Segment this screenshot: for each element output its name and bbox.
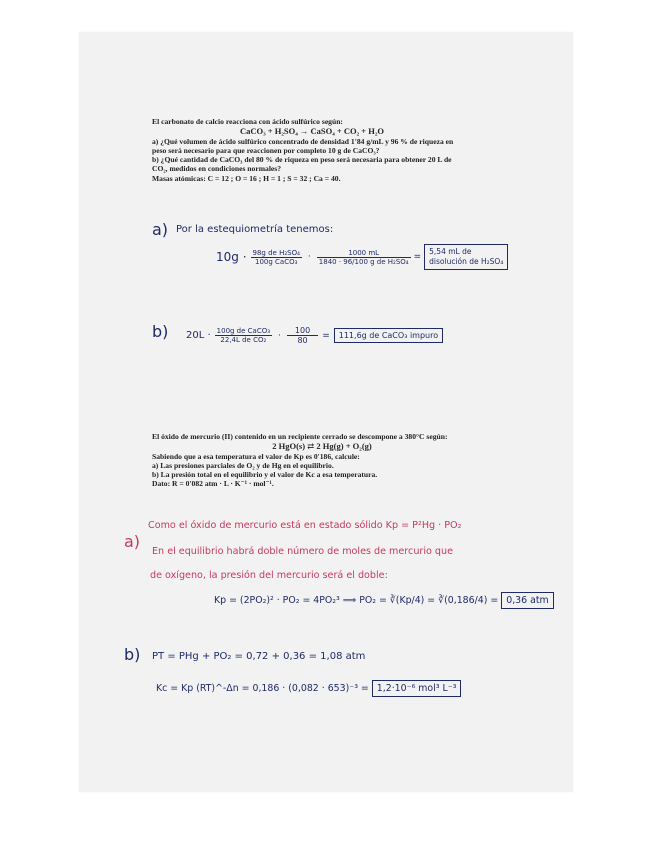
solution-1b-result-box: 111,6g de CaCO₃ impuro <box>334 328 443 343</box>
solution-1a-fraction-1-denominator: 100g CaCO₃ <box>255 257 298 266</box>
problem-2-question-b: b) La presión total en el equilibrio y el valor de Kc a esa temperatura. <box>152 470 378 480</box>
solution-2b-kc-expression: Kc = Kp (RT)^-Δn = 0,186 · (0,082 · 653)⁻³ = <box>156 683 369 694</box>
solution-1b-dot: · <box>278 330 281 341</box>
problem-2-equation: 2 HgO(s) ⇄ 2 Hg(g) + O₂(g) <box>272 441 372 452</box>
solution-1a-fraction-1 <box>251 249 302 266</box>
solution-1b-fraction-2 <box>287 326 318 345</box>
solution-2b-kc-calculation <box>156 680 461 697</box>
solution-1b-calculation <box>186 326 443 345</box>
solution-1a-start: 10g · <box>216 250 247 265</box>
solution-1b-fraction-1-numerator: 100g de CaCO₃ <box>216 327 271 335</box>
solution-2a-result-box: 0,36 atm <box>501 592 553 609</box>
problem-1-question-b-line1: b) ¿Qué cantidad de CaCO₃ del 80 % de riqueza en peso será necesaria para obtener 20 L de <box>152 155 452 165</box>
solution-1b-fraction-2-numerator: 100 <box>287 326 318 336</box>
solution-2b-result-box: 1,2·10⁻⁶ mol³ L⁻³ <box>372 680 462 697</box>
solution-1b-fraction-2-denominator: 80 <box>297 336 308 345</box>
solution-1b-start: 20L · <box>186 330 211 341</box>
problem-2-intro: El óxido de mercurio (II) contenido en un recipiente cerrado se descompone a 380°C según: <box>152 432 448 441</box>
problem-1-atomic-masses: Masas atómicas: C = 12 ; O = 16 ; H = 1 ; S = 32 ; Ca = 40. <box>152 173 341 183</box>
solution-2a-line1: Como el óxido de mercurio está en estado sólido Kp = P²Hg · PO₂ <box>148 520 462 531</box>
problem-1-question-b-line2: CO₂, medidos en condiciones normales? <box>152 164 282 174</box>
solution-2a-line3: de oxígeno, la presión del mercurio será el doble: <box>150 570 388 581</box>
solution-2a-kp-expression: Kp = (2PO₂)² · PO₂ = 4PO₂³ ⟹ PO₂ = ∛(Kp/4) = ∛(0,186/4) = <box>214 595 499 606</box>
solution-1b-fraction-1-denominator: 22,4L de CO₂ <box>220 336 267 344</box>
solution-1a-result-line2: disolución de H₂SO₄ <box>429 257 504 267</box>
solution-1a-fraction-1-numerator: 98g de H₂SO₄ <box>252 248 300 257</box>
problem-1-equation: CaCO₃ + H₂SO₄ → CaSO₄ + CO₂ + H₂O <box>239 126 385 137</box>
solution-1a-calculation <box>216 244 508 270</box>
solution-1b-label: b) <box>152 322 169 341</box>
solution-1a-equals: = <box>413 252 422 263</box>
problem-2-gas-constant: Dato: R = 0'082 atm · L · K⁻¹ · mol⁻¹. <box>152 479 274 489</box>
solution-2a-kp-derivation <box>214 592 554 609</box>
solution-1a-dot: · <box>307 252 311 263</box>
problem-2-question-a: a) Las presiones parciales de O₂ y de Hg en el equilibrio. <box>152 460 334 470</box>
solution-1a-result-line1: 5,54 mL de <box>429 247 472 256</box>
solution-1a-result-box <box>424 244 508 270</box>
solution-1a-fraction-2-numerator: 1000 mL <box>317 249 411 258</box>
solution-1b-equals: = <box>322 330 330 341</box>
problem-1-question-a-line1: a) ¿Qué volumen de ácido sulfúrico concentrado de densidad 1'84 g/mL y 96 % de riqueza en <box>152 136 454 146</box>
problem-1-question-a-line2: peso será necesario para que reaccionen por completo 10 g de CaCO₃? <box>152 145 380 155</box>
solution-2a-line2: En el equilibrio habrá doble número de moles de mercurio que <box>152 546 453 557</box>
solution-2b-label: b) <box>124 645 141 664</box>
solution-2b-total-pressure: PT = PHg + PO₂ = 0,72 + 0,36 = 1,08 atm <box>152 651 366 662</box>
solution-1a-fraction-2-denominator: 1840 · 96/100 g de H₂SO₄ <box>318 257 409 266</box>
solution-1a-intro: Por la estequiometría tenemos: <box>176 224 334 235</box>
solution-1b-fraction-1 <box>215 327 272 344</box>
problem-1-statement <box>152 117 502 183</box>
solution-1a-label: a) <box>152 220 169 239</box>
solution-2a-label: a) <box>124 532 141 551</box>
problem-2-statement <box>152 432 512 489</box>
problem-1-intro: El carbonato de calcio reacciona con ácido sulfúrico según: <box>152 117 343 126</box>
problem-2-kp-statement: Sabiendo que a esa temperatura el valor de Kp es 0'186, calcule: <box>152 451 360 461</box>
solution-1a-fraction-2 <box>317 249 411 266</box>
